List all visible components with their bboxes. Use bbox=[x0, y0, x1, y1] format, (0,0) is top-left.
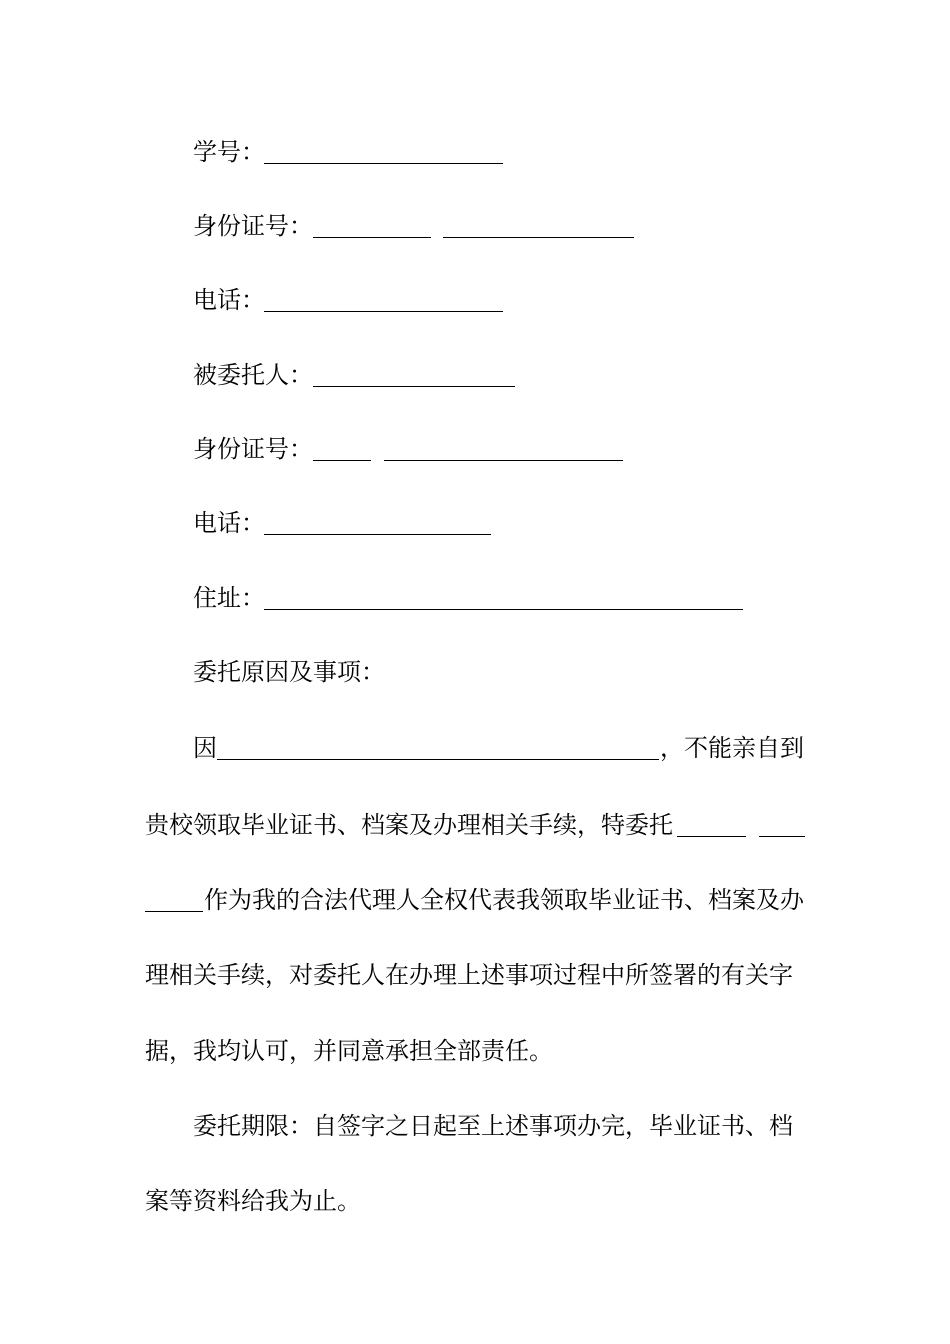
student-id-label: 学号： bbox=[193, 138, 265, 166]
id-number-blank-2a[interactable] bbox=[313, 460, 371, 461]
phone-label-2: 电话： bbox=[193, 509, 265, 537]
id-number-blank-1b[interactable] bbox=[443, 237, 634, 238]
agent-blank-b[interactable] bbox=[759, 836, 805, 837]
paragraph-1-line-5 bbox=[0, 1031, 950, 1071]
agent-blank-a[interactable] bbox=[677, 836, 746, 837]
phone-row-2 bbox=[0, 503, 950, 543]
reason-blank[interactable] bbox=[217, 759, 659, 760]
address-row bbox=[0, 578, 950, 618]
id-number-row-1 bbox=[0, 206, 950, 246]
phone-blank-1[interactable] bbox=[264, 311, 503, 312]
phone-label-1: 电话： bbox=[193, 286, 265, 314]
agent-blank-c[interactable] bbox=[145, 911, 203, 912]
address-label: 住址： bbox=[193, 584, 265, 612]
reason-heading-row bbox=[0, 652, 950, 692]
paragraph-1-text-3: 作为我的合法代理人全权代表我领取毕业证书、档案及办 bbox=[204, 886, 804, 914]
id-number-blank-1a[interactable] bbox=[313, 237, 431, 238]
id-number-label-1: 身份证号： bbox=[193, 212, 313, 240]
paragraph-1-text-5: 据，我均认可，并同意承担全部责任。 bbox=[145, 1037, 553, 1065]
phone-blank-2[interactable] bbox=[264, 534, 491, 535]
paragraph-1-line-1 bbox=[0, 728, 950, 768]
id-number-blank-2b[interactable] bbox=[384, 460, 623, 461]
id-number-row-2 bbox=[0, 429, 950, 469]
paragraph-2-line-2 bbox=[0, 1181, 950, 1221]
paragraph-1-text-4: 理相关手续，对委托人在办理上述事项过程中所签署的有关字 bbox=[145, 961, 793, 989]
trustee-label: 被委托人： bbox=[193, 361, 313, 389]
paragraph-2-line-1 bbox=[0, 1106, 950, 1146]
trustee-row bbox=[0, 355, 950, 395]
paragraph-1-text-2: 贵校领取毕业证书、档案及办理相关手续，特委托 bbox=[145, 811, 673, 839]
paragraph-1-line-2 bbox=[0, 805, 950, 845]
student-id-blank[interactable] bbox=[264, 163, 503, 164]
reason-heading: 委托原因及事项： bbox=[193, 658, 385, 686]
address-blank[interactable] bbox=[264, 609, 743, 610]
reason-lead-text: 因 bbox=[193, 734, 217, 762]
paragraph-2-text-2: 案等资料给我为止。 bbox=[145, 1187, 361, 1215]
phone-row-1 bbox=[0, 280, 950, 320]
id-number-label-2: 身份证号： bbox=[193, 435, 313, 463]
paragraph-1-line-3 bbox=[0, 880, 950, 920]
paragraph-1-line-4 bbox=[0, 955, 950, 995]
reason-tail-text: ，不能亲自到 bbox=[660, 734, 804, 762]
paragraph-2-text-1: 委托期限：自签字之日起至上述事项办完，毕业证书、档 bbox=[193, 1112, 793, 1140]
trustee-blank[interactable] bbox=[313, 386, 515, 387]
student-id-row bbox=[0, 132, 950, 172]
